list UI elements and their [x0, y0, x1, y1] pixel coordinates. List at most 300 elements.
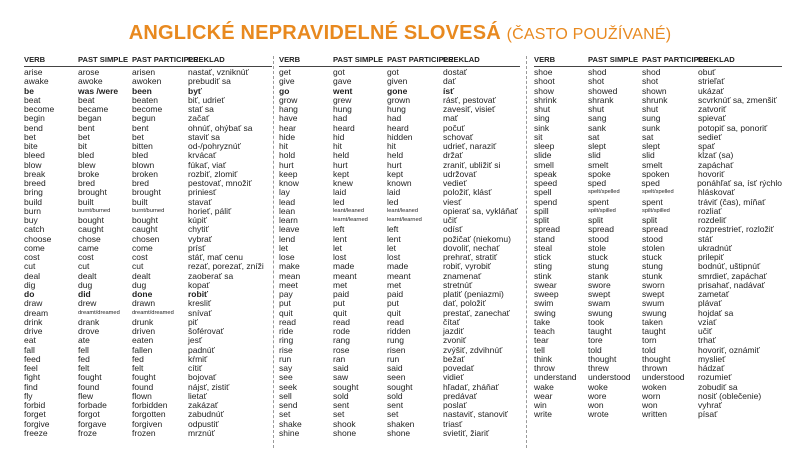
verb-cell: breed [24, 178, 46, 188]
preklad-cell: nájsť, zistiť [188, 381, 230, 392]
past-simple-cell: thought [588, 353, 617, 364]
past-participle-cell: swum [642, 298, 665, 309]
verb-cell: sing [534, 113, 550, 124]
past-simple-cell: swung [588, 307, 613, 318]
past-simple-cell: spent [588, 196, 609, 207]
verb-cell: shoot [534, 76, 555, 87]
verb-cell: write [534, 409, 552, 420]
past-simple-cell: smelt [588, 159, 609, 170]
verb-cell: spill [534, 205, 549, 216]
verb-cell: put [279, 298, 291, 309]
past-simple-cell: split [588, 215, 604, 225]
verb-cell: find [24, 381, 38, 392]
verb-cell: forgive [24, 418, 50, 429]
verb-cell: split [534, 215, 550, 225]
preklad-cell: dostať [443, 67, 467, 77]
preklad-cell: prehrať, stratiť [443, 252, 498, 262]
verb-cell: hit [279, 141, 288, 151]
preklad-cell: mať [443, 113, 458, 124]
past-simple-cell: said [333, 363, 349, 373]
verb-cell: forbid [24, 400, 46, 410]
past-simple-cell: shone [333, 427, 357, 438]
verb-cell: sweep [534, 289, 559, 299]
header-verb: VERB [279, 55, 301, 64]
past-participle-cell: bought [132, 215, 158, 225]
preklad-cell: hľadať, zháňať [443, 381, 499, 392]
past-participle-cell: led [387, 196, 399, 207]
past-participle-cell: shot [642, 76, 659, 87]
past-simple-cell: drew [78, 298, 97, 309]
preklad-cell: ponáhľať sa, ísť rýchlo [697, 178, 782, 188]
verb-cell: spread [534, 224, 560, 235]
past-simple-cell: lent [333, 233, 347, 244]
verb-cell: lose [279, 252, 295, 262]
preklad-cell: položiť, klásť [443, 187, 492, 198]
verb-cell: break [24, 168, 46, 179]
header-preklad: PREKLAD [188, 55, 225, 64]
past-simple-cell: wore [588, 390, 607, 401]
preklad-cell: rozliať [698, 205, 722, 216]
past-participle-cell: shown [642, 85, 667, 96]
past-participle-cell: had [387, 113, 402, 124]
past-participle-cell: sung [642, 113, 661, 124]
preklad-cell: začať [188, 113, 210, 124]
table-row [279, 188, 520, 197]
past-participle-cell: left [387, 224, 399, 235]
verb-cell: bet [24, 131, 36, 142]
verb-cell: bend [24, 122, 43, 133]
past-simple-cell: ate [78, 335, 90, 346]
table-row [24, 299, 272, 308]
past-simple-cell: tore [588, 335, 603, 346]
past-simple-cell: wrote [588, 409, 609, 420]
preklad-cell: spať [698, 141, 715, 151]
verb-rows [279, 68, 520, 438]
preklad-cell: robiť [188, 289, 209, 299]
past-simple-cell: paid [333, 289, 350, 299]
past-participle-cell: forgiven [132, 418, 163, 429]
preklad-cell: scvrknúť sa, zmenšiť [698, 94, 777, 105]
past-simple-cell: meant [333, 270, 357, 281]
past-participle-cell: stung [642, 261, 663, 272]
verb-cell: run [279, 353, 292, 364]
table-row [534, 198, 782, 207]
table-row [24, 346, 272, 355]
past-participle-cell: held [387, 150, 404, 161]
past-simple-cell: beat [78, 94, 95, 105]
verb-table-2 [279, 54, 520, 438]
past-participle-cell: quit [387, 307, 401, 318]
preklad-cell: rozprestrieť, rozložiť [698, 224, 774, 235]
verb-cell: beat [24, 94, 41, 105]
verb-cell: catch [24, 224, 45, 235]
past-simple-cell: flew [78, 390, 94, 401]
past-simple-cell: told [588, 344, 602, 355]
preklad-cell: ohnúť, ohýbať sa [188, 122, 253, 133]
past-participle-cell: read [387, 316, 405, 327]
past-participle-cell: run [387, 353, 400, 364]
preklad-cell: cítiť [188, 363, 203, 373]
header-past-simple: PAST SIMPLE [333, 55, 384, 64]
past-participle-cell: bet [132, 131, 144, 142]
verb-cell: smell [534, 159, 554, 170]
verb-cell: meet [279, 279, 298, 290]
verb-rows [24, 68, 272, 438]
verb-cell: build [24, 196, 42, 207]
past-simple-cell: saw [333, 372, 349, 383]
verb-cell: sink [534, 122, 550, 133]
verb-cell: wear [534, 390, 553, 401]
past-participle-cell: put [387, 298, 399, 309]
preklad-cell: kŕmiť [188, 353, 208, 364]
past-participle-cell: frozen [132, 427, 156, 438]
past-simple-cell: spoke [588, 168, 611, 179]
verb-cell: give [279, 76, 295, 87]
past-participle-cell: spilt/spilled [642, 207, 670, 214]
past-participle-cell: lost [387, 252, 401, 262]
verb-cell: be [24, 85, 34, 96]
table-row [24, 188, 272, 197]
past-participle-cell: caught [132, 224, 158, 235]
past-participle-cell: shrunk [642, 94, 668, 105]
preklad-cell: rezať, porezať, zníži [188, 261, 264, 272]
verb-cell: grow [279, 94, 298, 105]
preklad-cell: snívať [188, 307, 212, 318]
preklad-cell: jesť [188, 335, 203, 346]
title-main: ANGLICKÉ NEPRAVIDELNÉ SLOVESÁ [128, 22, 501, 44]
past-simple-cell: stank [588, 270, 609, 281]
verb-cell: leave [279, 224, 300, 235]
preklad-cell: strieľať [698, 76, 725, 87]
past-participle-cell: thought [642, 353, 671, 364]
column-separator [273, 56, 274, 448]
verb-cell: freeze [24, 427, 48, 438]
past-simple-cell: was /were [78, 85, 119, 96]
past-participle-cell: sent [387, 400, 404, 410]
preklad-cell: prestať, zanechať [443, 307, 510, 318]
preklad-cell: fúkať, viať [188, 159, 227, 170]
past-participle-cell: hung [387, 104, 406, 114]
verb-cell: rise [279, 344, 293, 355]
verb-cell: drink [24, 316, 43, 327]
preklad-cell: platiť (peniazmi) [443, 289, 504, 299]
verb-cell: hear [279, 122, 297, 133]
past-participle-cell: flown [132, 390, 152, 401]
past-participle-cell: become [132, 104, 163, 114]
verb-cell: mean [279, 270, 301, 281]
past-simple-cell: arose [78, 67, 100, 77]
verb-cell: stand [534, 233, 555, 244]
verb-cell: spell [534, 187, 552, 198]
verb-cell: lend [279, 233, 296, 244]
past-participle-cell: bitten [132, 141, 153, 151]
past-simple-cell: showed [588, 85, 618, 96]
past-participle-cell: woken [642, 381, 667, 392]
past-simple-cell: met [333, 279, 348, 290]
past-participle-cell: drunk [132, 316, 154, 327]
preklad-cell: padnúť [188, 344, 215, 355]
preklad-cell: zatvoriť [698, 104, 727, 114]
table-row [279, 207, 520, 216]
past-simple-cell: forgave [78, 418, 107, 429]
preklad-cell: prísť [188, 242, 206, 253]
verb-cell: lead [279, 196, 296, 207]
verb-cell: cost [24, 252, 40, 262]
past-simple-cell: laid [333, 187, 347, 198]
past-simple-cell: gave [333, 76, 352, 87]
page-title [0, 22, 800, 45]
verb-cell: choose [24, 233, 52, 244]
verb-cell: fly [24, 390, 33, 401]
preklad-cell: znamenať [443, 270, 482, 281]
preklad-cell: učiť [443, 215, 458, 225]
past-participle-cell: awoken [132, 76, 162, 87]
past-participle-cell: got [387, 67, 399, 77]
preklad-cell: lietať [188, 390, 207, 401]
verb-cell: hurt [279, 159, 294, 170]
verb-cell: draw [24, 298, 43, 309]
past-participle-cell: broken [132, 168, 158, 179]
past-participle-cell: fallen [132, 344, 153, 355]
preklad-cell: udržovať [443, 168, 477, 179]
table-row [534, 410, 782, 419]
verb-cell: dream [24, 307, 49, 318]
table-row [279, 429, 520, 438]
preklad-cell: učiť [698, 326, 713, 336]
verb-cell: forget [24, 409, 46, 420]
verb-cell: seek [279, 381, 297, 392]
verb-cell: let [279, 242, 288, 253]
past-simple-cell: caught [78, 224, 104, 235]
preklad-cell: sedieť [698, 131, 722, 142]
past-participle-cell: hidden [387, 131, 413, 142]
preklad-cell: staviť sa [188, 131, 221, 142]
preklad-cell: spievať [698, 113, 726, 124]
header-past-simple: PAST SIMPLE [588, 55, 639, 64]
table-row [534, 327, 782, 336]
verb-cell: begin [24, 113, 45, 124]
past-participle-cell: sought [387, 381, 413, 392]
verb-cell: understand [534, 372, 577, 383]
past-simple-cell: stood [588, 233, 609, 244]
preklad-cell: zvýšiť, zdvihnúť [443, 344, 503, 355]
preklad-cell: bodnúť, uštipnúť [698, 261, 761, 272]
past-simple-cell: won [588, 400, 604, 410]
preklad-cell: zobudiť sa [698, 381, 738, 392]
title-sub: (ČASTO POUŽÍVANÉ) [506, 26, 672, 43]
past-participle-cell: felt [132, 363, 144, 373]
verb-cell: shut [534, 104, 551, 114]
preklad-cell: ísť [443, 85, 455, 96]
verb-cell: bite [24, 141, 38, 151]
past-simple-cell: slid [588, 150, 601, 161]
past-simple-cell: got [333, 67, 345, 77]
preklad-cell: zraniť, ubližiť si [443, 159, 501, 170]
past-simple-cell: broke [78, 168, 100, 179]
past-participle-cell: seen [387, 372, 406, 383]
preklad-cell: zapáchať [698, 159, 734, 170]
past-participle-cell: spent [642, 196, 663, 207]
verb-cell: sleep [534, 141, 555, 151]
past-simple-cell: fought [78, 372, 102, 383]
preklad-cell: rásť, pestovať [443, 94, 496, 105]
past-simple-cell: spread [588, 224, 614, 235]
past-simple-cell: let [333, 242, 342, 253]
past-participle-cell: rung [387, 335, 405, 346]
preklad-cell: zavesiť, visieť [443, 104, 496, 114]
past-participle-cell: let [387, 242, 396, 253]
preklad-cell: byť [188, 85, 202, 96]
past-simple-cell: shot [588, 76, 605, 87]
verb-cell: think [534, 353, 552, 364]
past-participle-cell: burnt/burned [132, 207, 165, 214]
verb-cell: do [24, 289, 35, 299]
preklad-cell: viesť [443, 196, 462, 207]
past-simple-cell: taught [588, 326, 612, 336]
verb-cell: take [534, 316, 551, 327]
preklad-cell: obuť [698, 67, 716, 77]
past-participle-cell: risen [387, 344, 406, 355]
verb-cell: lay [279, 187, 290, 198]
verb-cell: feed [24, 353, 41, 364]
past-participle-cell: blown [132, 159, 155, 170]
preklad-cell: udrieť, naraziť [443, 141, 497, 151]
verb-cell: show [534, 85, 554, 96]
past-participle-cell: stuck [642, 252, 662, 262]
past-simple-cell: bought [78, 215, 104, 225]
past-simple-cell: bred [78, 178, 96, 188]
past-simple-cell: bet [78, 131, 90, 142]
verb-cell: swear [534, 279, 557, 290]
preklad-cell: predávať [443, 390, 477, 401]
verb-cell: sit [534, 131, 543, 142]
past-simple-cell: felt [78, 363, 90, 373]
verb-cell: speak [534, 168, 557, 179]
past-simple-cell: bent [78, 122, 95, 133]
verb-cell: cut [24, 261, 36, 272]
preklad-cell: dať [443, 76, 456, 87]
verb-cell: read [279, 316, 297, 327]
preklad-cell: krvácať [188, 150, 217, 161]
verb-cell: shine [279, 427, 300, 438]
verb-cell: get [279, 67, 291, 77]
past-simple-cell: stung [588, 261, 609, 272]
past-simple-cell: took [588, 316, 605, 327]
verb-cell: spend [534, 196, 558, 207]
verb-cell: steal [534, 242, 552, 253]
past-simple-cell: cost [78, 252, 94, 262]
past-participle-cell: written [642, 409, 668, 420]
past-participle-cell: set [387, 409, 399, 420]
past-simple-cell: brought [78, 187, 107, 198]
verb-cell: stick [534, 252, 551, 262]
past-simple-cell: did [78, 289, 91, 299]
verb-cell: lean [279, 205, 296, 216]
preklad-cell: kúpiť [188, 215, 207, 225]
verb-cell: eat [24, 335, 36, 346]
past-simple-cell: awoke [78, 76, 103, 87]
past-simple-cell: lost [333, 252, 347, 262]
verb-cell: make [279, 261, 300, 272]
preklad-cell: kopať [188, 279, 210, 290]
past-participle-cell: spelt/spelled [642, 189, 674, 196]
preklad-cell: zvoniť [443, 335, 467, 346]
table-row [24, 429, 272, 438]
past-simple-cell: bit [78, 141, 87, 151]
past-participle-cell: shut [642, 104, 659, 114]
preklad-cell: prisahať, nadávať [698, 279, 765, 290]
verb-cell: see [279, 372, 293, 383]
preklad-cell: smrdieť, zapáchať [698, 270, 767, 281]
past-participle-cell: split [642, 215, 658, 225]
past-simple-cell: shrank [588, 94, 614, 105]
header-verb: VERB [24, 55, 46, 64]
verb-cell: awake [24, 76, 49, 87]
table-row [24, 355, 272, 364]
past-simple-cell: found [78, 381, 100, 392]
preklad-cell: požičať (niekomu) [443, 233, 511, 244]
past-participle-cell: arisen [132, 67, 156, 77]
past-simple-cell: chose [78, 233, 101, 244]
past-participle-cell: stood [642, 233, 663, 244]
past-simple-cell: held [333, 150, 350, 161]
verb-cell: fall [24, 344, 35, 355]
past-simple-cell: began [78, 113, 102, 124]
past-simple-cell: went [333, 85, 353, 96]
preklad-cell: zametať [698, 289, 730, 299]
past-participle-cell: bled [132, 150, 149, 161]
past-simple-cell: spilt/spilled [588, 207, 616, 214]
preklad-cell: vybrať [188, 233, 212, 244]
header-preklad: PREKLAD [698, 55, 735, 64]
past-participle-cell: sat [642, 131, 654, 142]
past-participle-cell: leant/leaned [387, 207, 418, 214]
verb-cell: blow [24, 159, 42, 170]
verb-table-3 [534, 54, 782, 420]
past-participle-cell: drawn [132, 298, 156, 309]
past-participle-cell: eaten [132, 335, 154, 346]
past-participle-cell: lent [387, 233, 401, 244]
preklad-cell: potopiť sa, ponoriť [698, 122, 768, 133]
past-simple-cell: had [333, 113, 348, 124]
past-participle-cell: swept [642, 289, 665, 299]
past-simple-cell: dreamt/dreamed [78, 309, 120, 316]
past-participle-cell: told [642, 344, 656, 355]
past-participle-cell: cost [132, 252, 148, 262]
past-participle-cell: driven [132, 326, 156, 336]
past-participle-cell: gone [387, 85, 408, 96]
past-simple-cell: kept [333, 168, 350, 179]
preklad-cell: poslať [443, 400, 467, 410]
preklad-cell: vziať [698, 316, 717, 327]
preklad-cell: dať, položiť [443, 298, 486, 309]
past-simple-cell: threw [588, 363, 609, 373]
past-participle-cell: heard [387, 122, 409, 133]
preklad-cell: piť [188, 316, 198, 327]
past-simple-cell: swore [588, 279, 611, 290]
preklad-cell: chytiť [188, 224, 209, 235]
header-preklad: PREKLAD [443, 55, 480, 64]
past-simple-cell: understood [588, 372, 631, 383]
past-simple-cell: put [333, 298, 345, 309]
verb-cell: fight [24, 372, 41, 383]
verb-cell: bring [24, 187, 43, 198]
verb-cell: have [279, 113, 298, 124]
past-participle-cell: slept [642, 141, 660, 151]
past-participle-cell: torn [642, 335, 657, 346]
preklad-cell: vidieť [443, 372, 464, 383]
verb-cell: buy [24, 215, 38, 225]
